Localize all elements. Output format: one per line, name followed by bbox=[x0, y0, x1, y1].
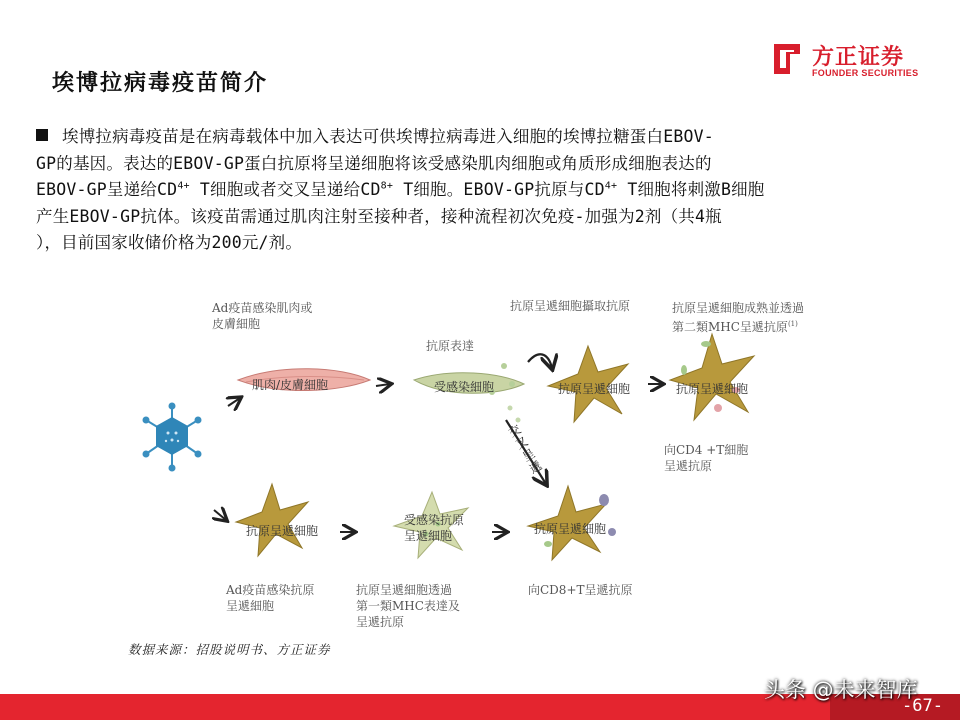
logo-text-en: FOUNDER SECURITIES bbox=[812, 68, 919, 78]
paragraph-line-5: ），目前国家收储价格为200元/剂。 bbox=[36, 233, 303, 252]
intro-paragraph bbox=[36, 124, 916, 257]
logo-text-cn: 方正证券 bbox=[812, 45, 905, 70]
label-ad-infect-apc: Ad疫苗感染抗原 呈遞細胞 bbox=[226, 583, 315, 613]
label-ad-infect: Ad疫苗感染肌肉或 皮膚細胞 bbox=[212, 301, 313, 331]
apc-cell-2-mature bbox=[670, 334, 754, 420]
paragraph-line-4: 产生EBOV-GP抗体。该疫苗需通过肌肉注射至接种者，接种流程初次免疫-加强为2剂（共4瓶 bbox=[36, 206, 722, 226]
label-apc-2: 抗原呈遞細胞 bbox=[676, 382, 749, 396]
label-muscle-cell: 肌肉/皮膚細胞 bbox=[252, 378, 329, 392]
watermark-text: 头条 @未来智库 bbox=[764, 678, 918, 702]
label-apc-1: 抗原呈遞細胞 bbox=[558, 382, 631, 396]
adenovirus-vector-icon bbox=[143, 403, 202, 472]
bullet-square-icon bbox=[36, 129, 48, 141]
founder-securities-logo bbox=[768, 40, 938, 82]
vaccine-mechanism-diagram bbox=[120, 288, 840, 638]
label-apc-uptake: 抗原呈遞細胞攝取抗原 bbox=[510, 299, 631, 313]
data-source-note: 数据来源：招股说明书、方正证券 bbox=[128, 642, 331, 657]
uptake-arrow bbox=[528, 354, 552, 368]
founder-logo-mark-icon bbox=[768, 40, 806, 78]
label-apc-mature: 抗原呈遞細胞成熟並透過 第二類MHC呈遞抗原$^{(1)}$ bbox=[672, 301, 805, 334]
label-cd8-presentation: 向CD8+T呈遞抗原 bbox=[528, 583, 633, 597]
paragraph-line-1: 埃博拉病毒疫苗是在病毒载体中加入表达可供埃博拉病毒进入细胞的埃博拉糖蛋白EBOV- bbox=[36, 124, 916, 151]
page-number: -67- bbox=[902, 696, 943, 716]
label-apc-3: 抗原呈遞細胞 bbox=[246, 524, 319, 538]
label-infected-cell: 受感染細胞 bbox=[434, 380, 495, 394]
page-title: 埃博拉病毒疫苗简介 bbox=[52, 70, 269, 96]
label-infected-apc: 受感染抗原 呈遞細胞 bbox=[404, 513, 465, 543]
label-apc-4: 抗原呈遞細胞 bbox=[534, 522, 607, 536]
label-cd4-presentation: 向CD4 +T細胞 呈遞抗原 bbox=[664, 443, 749, 473]
paragraph-line-3: EBOV-GP呈递给$CD^{4+}$ T细胞或者交叉呈递给$CD^{8+}$ T细胞。EBOV-GP抗原与$CD^{4+}$ T细胞将刺激B细胞 bbox=[36, 180, 765, 199]
label-mhc1-presentation: 抗原呈遞細胞透過 第一類MHC表達及 呈遞抗原 bbox=[356, 583, 460, 629]
paragraph-line-2: GP的基因。表达的EBOV-GP蛋白抗原将呈递细胞将该受感染肌肉细胞或角质形成细胞表达的 bbox=[36, 153, 712, 173]
apc-cell-3 bbox=[236, 484, 308, 556]
label-cross-presentation: 交叉呈遞 bbox=[506, 421, 545, 477]
label-antigen-expression: 抗原表達 bbox=[426, 339, 475, 353]
